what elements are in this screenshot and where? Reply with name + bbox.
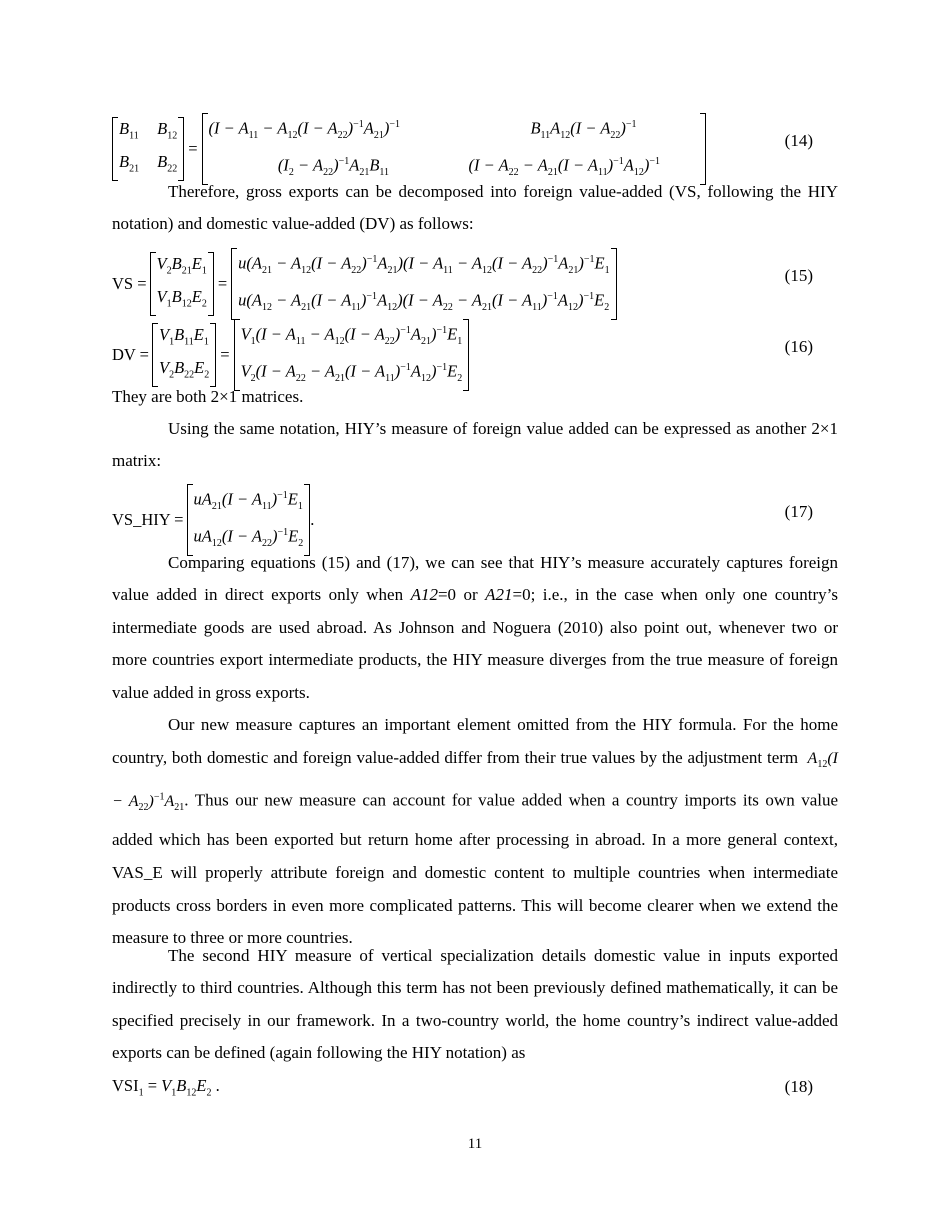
matrix-DV-expression: $V_1(I - A_{11} - A_{12}(I - A_{22})^{-1}A_{21})^{-1}E_1$ $V_2(I - A_{22} - A_{21}(I - A_{11})^{-1}A_{12})^{-1}E_2$ xyxy=(234,319,470,391)
paragraph-matrices: They are both 2×1 matrices. xyxy=(112,387,304,406)
page-number: 11 xyxy=(467,1136,483,1152)
equation-15: VS = $V_2B_{21}E_1$ $V_1B_{12}E_2$ = $u(A_{21} - A_{12}(I - A_{22})^{-1}A_{21})(I - A_{11} - A_{12}(I - A_{22})^{-1}A_{21})^{-1}E_1$ $u(A_{12} - A_{21}(I - A_{11})^{-1}A_{12})(I - A_{22} - A_{21}(I - A_{11})^{-1}A_{12})^{-1}E_2$ (15) xyxy=(112,248,838,304)
paragraph-second-measure: The second HIY measure of vertical specialization details domestic value in inputs exported indirectly to third countries. Although this term has not been previously defined mathematically, it can be specified precisely in our framework. In a two-country world, the home country’s indirect value-added exports can be defined (again following the HIY notation) as xyxy=(112,946,838,1063)
eq15-label: VS = xyxy=(112,273,147,293)
equation-16: DV = $V_1B_{11}E_1$ $V_2B_{22}E_2$ = $V_1(I - A_{11} - A_{12}(I - A_{22})^{-1}A_{21})^{-1}E_1$ $V_2(I - A_{22} - A_{21}(I - A_{11})^{-1}A_{12})^{-1}E_2$ (16) xyxy=(112,319,838,375)
equation-number: (17) xyxy=(784,502,813,521)
p4-text-c: =0; i.e., in the case when only one country’s intermediate goods are used abroad. As Johnson and Noguera (2010) also point out, whenever two or more countries export intermediate products, the HIY measure diverges from the true measure of foreign value added in gross exports. xyxy=(112,585,839,702)
eq16-label: DV = xyxy=(112,344,149,364)
equation-number: (15) xyxy=(784,266,813,285)
eq14-r1c1: $(I - A_{11} - A_{12}(I - A_{22})^{-1}A_{21})^{-1}$ xyxy=(208,118,400,141)
eq14-r2c2: $(I - A_{22} - A_{21}(I - A_{11})^{-1}A_{12})^{-1}$ xyxy=(468,155,660,178)
p4-text-b: =0 or xyxy=(437,585,486,605)
paragraph-hiy-notation: Using the same notation, HIY’s measure of foreign value added can be expressed as another 2×1 matrix: xyxy=(112,419,838,471)
matrix-DV: $V_1B_{11}E_1$ $V_2B_{22}E_2$ xyxy=(152,323,216,388)
equation-number: (18) xyxy=(784,1077,813,1096)
eq17-label: VS_HIY = xyxy=(112,509,184,529)
paragraph-new-measure xyxy=(112,709,838,955)
matrix-VS: $V_2B_{21}E_1$ $V_1B_{12}E_2$ xyxy=(150,252,214,317)
equation-17: VS_HIY = $uA_{21}(I - A_{11})^{-1}E_1$ $uA_{12}(I - A_{22})^{-1}E_2$ . (17) xyxy=(112,484,838,540)
equation-number: (16) xyxy=(784,337,813,356)
p4-a21: A21 xyxy=(485,585,513,605)
matrix-B: $B_{11}$ $B_{12}$ $B_{21}$ $B_{22}$ xyxy=(112,117,184,182)
p4-a12: A12 xyxy=(410,585,438,605)
matrix-B-expression xyxy=(202,113,706,185)
adjustment-term: $A_{12}(I - A_{22})^{-1}A_{21}$ xyxy=(112,749,838,813)
p5-text-b: . Thus our new measure can account for value added when a country imports its own value added which has been exported but return home after processing in abroad. In a more general context, VAS_E will properly attribute foreign and domestic content to multiple countries when intermediate products cross borders in even more complicated patterns. This will become clearer when we extend the measure to three or more countries. xyxy=(112,790,839,948)
paragraph-comparison xyxy=(112,547,838,709)
equation-number: (14) xyxy=(784,131,813,150)
paragraph-decomposition: Therefore, gross exports can be decomposed into foreign value-added (VS, following the HIY notation) and domestic value-added (DV) as follows: xyxy=(112,182,838,234)
equation-14: $B_{11}$ $B_{12}$ $B_{21}$ $B_{22}$ = $(I - A_{11} - A_{12}(I - A_{22})^{-1}A_{21})^{-1}$ $B_{11}A_{12}(I - A_{22})^{-1}$ $(I_2 - A_{22})^{-1}A_{21}B_{11}$ $(I - A_{22} - A_{21}(I - A_{11})^{-1}A_{12})^{-1}$ (14) xyxy=(112,113,838,169)
equation-18 xyxy=(112,1072,838,1102)
matrix-VS-HIY: $uA_{21}(I - A_{11})^{-1}E_1$ $uA_{12}(I - A_{22})^{-1}E_2$ xyxy=(187,484,311,556)
matrix-VS-expression: $u(A_{21} - A_{12}(I - A_{22})^{-1}A_{21})(I - A_{11} - A_{12}(I - A_{22})^{-1}A_{21})^{-1}E_1$ $u(A_{12} - A_{21}(I - A_{11})^{-1}A_{12})(I - A_{22} - A_{21}(I - A_{11})^{-1}A_{12})^{-1}E_2$ xyxy=(231,248,616,320)
eq14-r2c1: $(I_2 - A_{22})^{-1}A_{21}B_{11}$ xyxy=(277,155,390,178)
eq18-expression: $VSI_1 = V_1B_{12}E_2$ . xyxy=(112,1075,220,1099)
eq14-r1c2: $B_{11}A_{12}(I - A_{22})^{-1}$ xyxy=(530,118,637,141)
p4-text-a: Comparing equations (15) and (17), we can see that HIY’s measure accurately captures foreign value added in direct exports only when xyxy=(112,553,838,605)
p5-text-a: Our new measure captures an important element omitted from the HIY formula. For the home country, both domestic and foreign value-added differ from their true values by the adjustment term xyxy=(112,715,838,767)
